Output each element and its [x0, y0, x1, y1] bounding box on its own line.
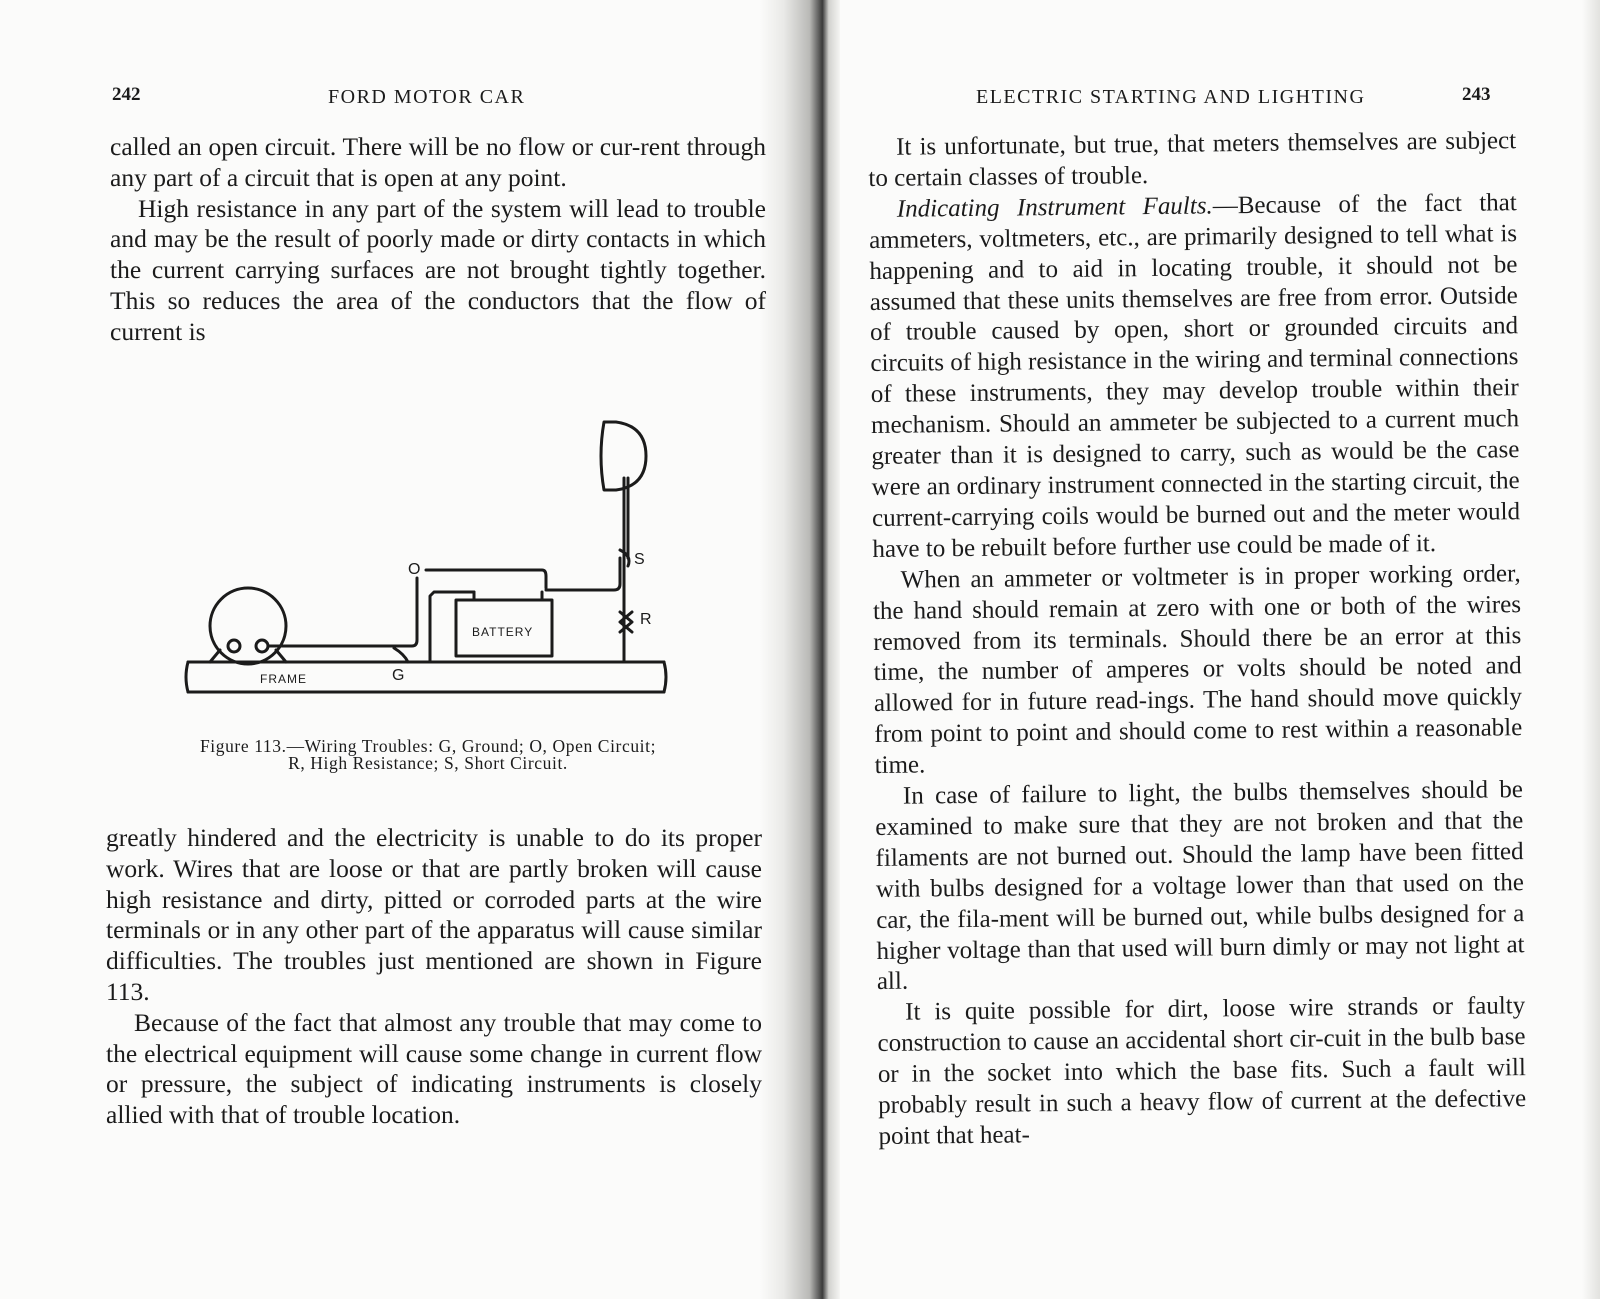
frame-right-end	[664, 662, 666, 692]
left-page	[0, 0, 790, 1299]
generator-terminal-1	[228, 640, 240, 652]
right-text	[868, 126, 1527, 1153]
wiring-diagram	[184, 418, 684, 714]
generator-circle	[210, 588, 286, 664]
paragraph	[869, 188, 1521, 566]
running-head-left: FORD MOTOR CAR	[328, 86, 526, 108]
wire-open-circuit	[426, 570, 546, 588]
open-circuit-label: O	[408, 561, 421, 578]
paragraph: It is unfortunate, but true, that meters themselves are subject to certain classes of trouble.	[868, 127, 1517, 192]
high-resistance-label: R	[640, 611, 652, 628]
right-page	[810, 0, 1600, 1299]
caption-line-2: R, High Resistance; S, Short Circuit.	[288, 753, 568, 773]
left-text-top	[110, 132, 766, 348]
caption-line-1: Figure 113.—Wiring Troubles: G, Ground; O, Open Circuit;	[199, 736, 657, 756]
battery-label: BATTERY	[472, 625, 534, 639]
figure-caption	[118, 738, 738, 772]
wire-battery-left	[430, 592, 474, 662]
wiring-troubles-figure	[184, 418, 684, 714]
running-head-right: ELECTRIC STARTING AND LIGHTING	[976, 86, 1366, 108]
short-circuit-label: S	[634, 551, 645, 568]
paragraph: Because of the fact that almost any trouble that may come to the electrical equipment will cause some change in current flow or pressure, the subject of indicating instruments is closely allied with that of trouble location.	[106, 1007, 762, 1130]
section-heading: Indicating Instrument Faults.	[896, 192, 1213, 223]
paragraph: In case of failure to light, the bulbs themselves should be examined to make sure that they are not broken and that the filaments are not burned out. Should the lamp have been fitted with bulbs designed for a voltage lower than that used on the car, the fila-ment will be burned out, while bulbs designed for a higher voltage than that used will burn dimly or may not light at all.	[875, 776, 1525, 996]
paragraph: It is quite possible for dirt, loose wire strands or faulty construction to cause an accidental short cir-cuit in the bulb base or in the socket into which the base fits. Such a fault will probably result in such a heavy flow of current at the defective point that heat-	[877, 992, 1527, 1150]
high-resistance-mark	[620, 612, 632, 632]
paragraph: greatly hindered and the electricity is unable to do its proper work. Wires that are loose or that are partly broken will cause high resistance and dirty, pitted or corroded parts at the wire terminals or in any other part of the apparatus will cause similar difficulties. The troubles just mentioned are shown in Figure 113.	[106, 823, 762, 1006]
page-number-right: 243	[1462, 84, 1491, 105]
paragraph-body: —Because of the fact that ammeters, voltmeters, etc., are primarily designed to tell what is happening and to aid in locating trouble, it should not be assumed that these units themselves are free from error. Outside of trouble caused by open, short or grounded circuits and circuits of high resistance in the wiring and terminal connections of these instruments, they may develop trouble within their mechanism. Should an ammeter be subjected to a current much greater than it is designed to carry, such as would be the case were an ordinary instrument connected in the starting circuit, the current-carrying coils would be burned out and the meter would have to be rebuilt before further use could be made of it.	[868, 189, 1521, 563]
frame-label: FRAME	[260, 672, 307, 686]
wire-battery-right	[546, 558, 620, 590]
paragraph: called an open circuit. There will be no flow or cur-rent through any part of a circuit that is open at any point.	[110, 132, 766, 192]
frame-left-end	[186, 662, 188, 692]
ground-label: G	[392, 667, 405, 684]
paragraph: High resistance in any part of the system will lead to trouble and may be the result of poorly made or dirty contacts in which the current carrying surfaces are not brought tightly together. This so reduces the area of the conductors that the flow of current is	[110, 193, 766, 346]
left-text-bottom	[106, 823, 762, 1131]
paragraph: When an ammeter or voltmeter is in proper working order, the hand should remain at zero with one or both of the wires removed from its terminals. Should there be an error at this time, the number of amperes or volts should be noted and allowed for in future read-ings. The hand should move quickly from point to point and should come to rest within a reasonable time.	[872, 559, 1523, 780]
generator-terminal-2	[256, 640, 268, 652]
wire-ground-g	[394, 648, 408, 662]
page-number-left: 242	[112, 84, 141, 105]
wire-generator	[268, 582, 417, 646]
